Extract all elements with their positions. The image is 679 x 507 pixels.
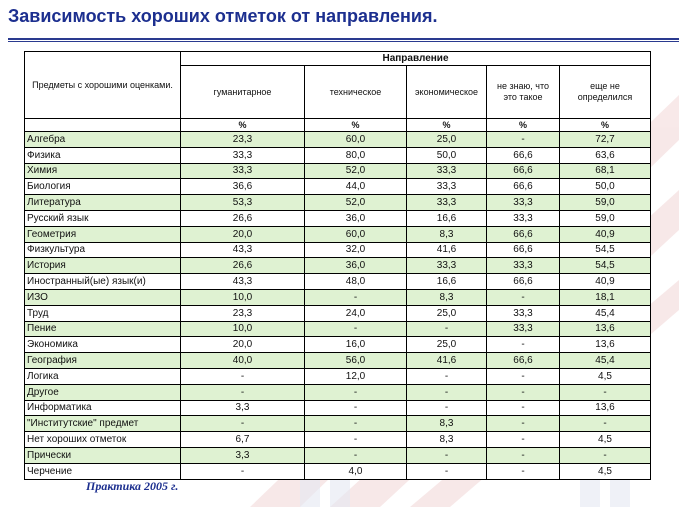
table-row — [25, 258, 651, 274]
value-cell: - — [305, 432, 407, 448]
table-row — [25, 289, 651, 305]
value-cell: - — [487, 337, 560, 353]
subject-cell: Биология — [25, 179, 181, 195]
value-cell: 45,4 — [560, 305, 651, 321]
table-row — [25, 195, 651, 211]
value-cell: - — [305, 416, 407, 432]
table-row — [25, 337, 651, 353]
value-cell: 25,0 — [407, 337, 487, 353]
subject-cell: Нет хороших отметок — [25, 432, 181, 448]
value-cell: - — [487, 384, 560, 400]
value-cell: 10,0 — [181, 321, 305, 337]
value-cell: 59,0 — [560, 210, 651, 226]
subject-cell: Экономика — [25, 337, 181, 353]
table-row — [25, 447, 651, 463]
value-cell: 16,6 — [407, 210, 487, 226]
value-cell: - — [181, 384, 305, 400]
value-cell: 32,0 — [305, 242, 407, 258]
value-cell: 3,3 — [181, 447, 305, 463]
value-cell: 4,0 — [305, 463, 407, 479]
subject-cell: Пение — [25, 321, 181, 337]
value-cell: 8,3 — [407, 416, 487, 432]
value-cell: 40,0 — [181, 353, 305, 369]
value-cell: 33,3 — [487, 321, 560, 337]
unit-header: % — [487, 119, 560, 132]
value-cell: 4,5 — [560, 463, 651, 479]
value-cell: - — [487, 289, 560, 305]
direction-column-header: экономическое — [407, 66, 487, 119]
value-cell: 8,3 — [407, 432, 487, 448]
value-cell: 53,3 — [181, 195, 305, 211]
value-cell: - — [305, 447, 407, 463]
value-cell: 50,0 — [407, 147, 487, 163]
value-cell: 63,6 — [560, 147, 651, 163]
value-cell: 4,5 — [560, 432, 651, 448]
value-cell: - — [181, 416, 305, 432]
value-cell: 44,0 — [305, 179, 407, 195]
table-row — [25, 274, 651, 290]
value-cell: - — [560, 384, 651, 400]
value-cell: - — [487, 432, 560, 448]
value-cell: 33,3 — [407, 258, 487, 274]
value-cell: 13,6 — [560, 400, 651, 416]
value-cell: 20,0 — [181, 226, 305, 242]
subject-cell: Логика — [25, 368, 181, 384]
value-cell: - — [487, 400, 560, 416]
value-cell: 59,0 — [560, 195, 651, 211]
value-cell: 24,0 — [305, 305, 407, 321]
value-cell: - — [305, 321, 407, 337]
value-cell: 33,3 — [487, 258, 560, 274]
value-cell: 8,3 — [407, 289, 487, 305]
value-cell: 23,3 — [181, 305, 305, 321]
value-cell: 50,0 — [560, 179, 651, 195]
table-row — [25, 242, 651, 258]
value-cell: 25,0 — [407, 305, 487, 321]
value-cell: 36,0 — [305, 258, 407, 274]
subject-cell: ИЗО — [25, 289, 181, 305]
value-cell: 41,6 — [407, 242, 487, 258]
value-cell: 26,6 — [181, 258, 305, 274]
value-cell: 45,4 — [560, 353, 651, 369]
table-row — [25, 432, 651, 448]
subject-cell: Прически — [25, 447, 181, 463]
value-cell: 40,9 — [560, 274, 651, 290]
value-cell: 48,0 — [305, 274, 407, 290]
value-cell: 36,6 — [181, 179, 305, 195]
value-cell: 16,6 — [407, 274, 487, 290]
table-body — [25, 132, 651, 480]
value-cell: 54,5 — [560, 258, 651, 274]
value-cell: 52,0 — [305, 163, 407, 179]
value-cell: 36,0 — [305, 210, 407, 226]
table-row — [25, 226, 651, 242]
table-row — [25, 147, 651, 163]
value-cell: 33,3 — [487, 195, 560, 211]
table-row — [25, 321, 651, 337]
subject-cell: Русский язык — [25, 210, 181, 226]
subject-column-header: Предметы с хорошими оценками. — [25, 52, 181, 119]
value-cell: 16,0 — [305, 337, 407, 353]
value-cell: 66,6 — [487, 163, 560, 179]
value-cell: 3,3 — [181, 400, 305, 416]
subject-cell: Физкультура — [25, 242, 181, 258]
value-cell: 66,6 — [487, 242, 560, 258]
page-title: Зависимость хороших отметок от направления. — [8, 6, 438, 26]
value-cell: - — [487, 368, 560, 384]
value-cell: - — [181, 368, 305, 384]
subject-cell: Иностранный(ые) язык(и) — [25, 274, 181, 290]
value-cell: 66,6 — [487, 179, 560, 195]
value-cell: - — [407, 384, 487, 400]
value-cell: 66,6 — [487, 353, 560, 369]
value-cell: 72,7 — [560, 132, 651, 148]
subject-cell: География — [25, 353, 181, 369]
table-row — [25, 210, 651, 226]
subject-cell: Химия — [25, 163, 181, 179]
table-row — [25, 179, 651, 195]
subject-cell: Черчение — [25, 463, 181, 479]
value-cell: 33,3 — [487, 305, 560, 321]
unit-header: % — [181, 119, 305, 132]
title-underline — [8, 38, 679, 42]
value-cell: - — [181, 463, 305, 479]
value-cell: 18,1 — [560, 289, 651, 305]
subject-cell: История — [25, 258, 181, 274]
direction-column-header: техническое — [305, 66, 407, 119]
value-cell: - — [487, 132, 560, 148]
table-row — [25, 384, 651, 400]
value-cell: 66,6 — [487, 226, 560, 242]
table-row — [25, 368, 651, 384]
table-row — [25, 132, 651, 148]
value-cell: 66,6 — [487, 147, 560, 163]
value-cell: 66,6 — [487, 274, 560, 290]
unit-header: % — [560, 119, 651, 132]
subject-cell: Информатика — [25, 400, 181, 416]
value-cell: 52,0 — [305, 195, 407, 211]
value-cell: - — [407, 400, 487, 416]
value-cell: - — [305, 289, 407, 305]
value-cell: - — [407, 463, 487, 479]
value-cell: 13,6 — [560, 337, 651, 353]
subject-cell: Литература — [25, 195, 181, 211]
subject-cell: Физика — [25, 147, 181, 163]
value-cell: 20,0 — [181, 337, 305, 353]
value-cell: 6,7 — [181, 432, 305, 448]
subject-cell: Труд — [25, 305, 181, 321]
value-cell: - — [305, 384, 407, 400]
value-cell: 60,0 — [305, 132, 407, 148]
value-cell: 56,0 — [305, 353, 407, 369]
value-cell: 8,3 — [407, 226, 487, 242]
value-cell: 33,3 — [181, 163, 305, 179]
value-cell: 10,0 — [181, 289, 305, 305]
value-cell: 4,5 — [560, 368, 651, 384]
table-row — [25, 463, 651, 479]
value-cell: 33,3 — [181, 147, 305, 163]
subject-cell: Алгебра — [25, 132, 181, 148]
value-cell: 33,3 — [407, 163, 487, 179]
value-cell: - — [487, 463, 560, 479]
grades-table — [24, 51, 651, 480]
table-row — [25, 305, 651, 321]
table-row — [25, 400, 651, 416]
value-cell: 25,0 — [407, 132, 487, 148]
value-cell: 40,9 — [560, 226, 651, 242]
value-cell: 12,0 — [305, 368, 407, 384]
direction-column-header: еще не определился — [560, 66, 651, 119]
value-cell: - — [407, 368, 487, 384]
value-cell: - — [407, 447, 487, 463]
table-row — [25, 163, 651, 179]
value-cell: 54,5 — [560, 242, 651, 258]
footer-caption: Практика 2005 г. — [86, 479, 179, 493]
value-cell: 41,6 — [407, 353, 487, 369]
table-row — [25, 416, 651, 432]
value-cell: 43,3 — [181, 242, 305, 258]
unit-header-empty — [25, 119, 181, 132]
unit-header: % — [407, 119, 487, 132]
direction-group-header: Направление — [181, 52, 651, 66]
value-cell: - — [560, 447, 651, 463]
direction-column-header: гуманитарное — [181, 66, 305, 119]
value-cell: - — [560, 416, 651, 432]
value-cell: 43,3 — [181, 274, 305, 290]
value-cell: 80,0 — [305, 147, 407, 163]
value-cell: - — [305, 400, 407, 416]
direction-column-header: не знаю, что это такое — [487, 66, 560, 119]
value-cell: 23,3 — [181, 132, 305, 148]
value-cell: 33,3 — [407, 195, 487, 211]
value-cell: - — [487, 447, 560, 463]
value-cell: 60,0 — [305, 226, 407, 242]
value-cell: - — [407, 321, 487, 337]
table-row — [25, 353, 651, 369]
subject-cell: "Институтские" предмет — [25, 416, 181, 432]
value-cell: 13,6 — [560, 321, 651, 337]
value-cell: 33,3 — [407, 179, 487, 195]
value-cell: 68,1 — [560, 163, 651, 179]
value-cell: 33,3 — [487, 210, 560, 226]
unit-header: % — [305, 119, 407, 132]
subject-cell: Геометрия — [25, 226, 181, 242]
value-cell: 26,6 — [181, 210, 305, 226]
subject-cell: Другое — [25, 384, 181, 400]
value-cell: - — [487, 416, 560, 432]
